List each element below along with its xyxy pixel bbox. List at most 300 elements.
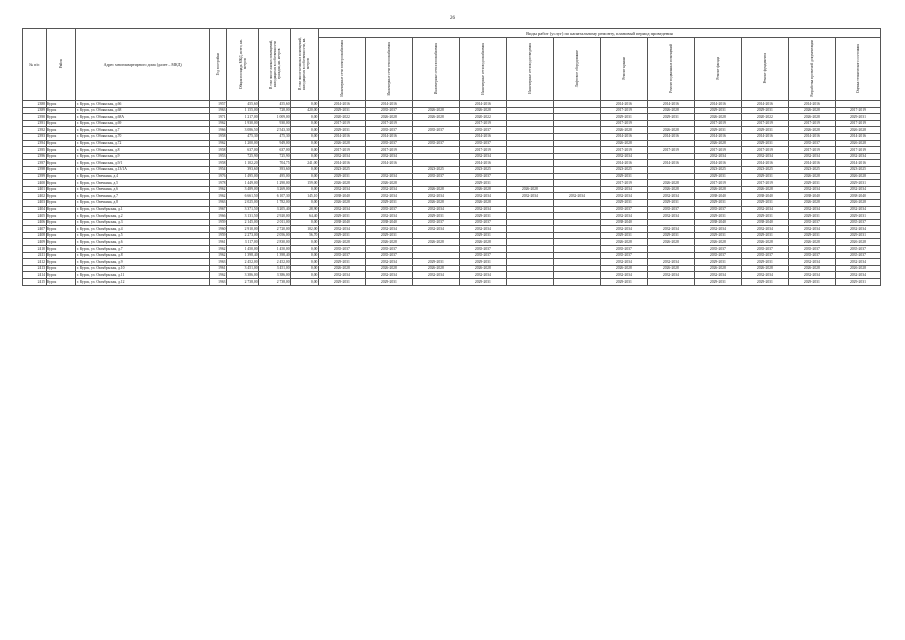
table-cell: 2029-2031	[694, 279, 741, 286]
table-cell: г. Курск, ул. Обоянская, д.68	[76, 107, 210, 114]
table-cell: 2020-2022	[318, 114, 365, 121]
table-cell: 2026-2028	[647, 180, 694, 187]
table-cell: 3 489,00	[227, 186, 259, 193]
table-cell: 2023-2025	[741, 166, 788, 173]
table-cell: 2017-2019	[694, 147, 741, 154]
table-cell	[506, 252, 553, 259]
table-cell: 2026-2028	[459, 239, 506, 246]
table-cell: 0,00	[291, 246, 319, 253]
table-cell: 2014-2016	[365, 133, 412, 140]
table-cell: 2032-2034	[318, 186, 365, 193]
table-cell: 2029-2031	[365, 232, 412, 239]
table-cell: 2032-2034	[694, 153, 741, 160]
table-cell: 2029-2031	[835, 213, 880, 220]
table-cell: 637,00	[259, 147, 291, 154]
table-cell: 2032-2034	[459, 272, 506, 279]
header-work-facade: Ремонт фасада	[694, 38, 741, 101]
table-cell: 2 056,00	[259, 232, 291, 239]
table-cell	[506, 180, 553, 187]
table-cell: 2026-2028	[600, 140, 647, 147]
table-cell: 2032-2034	[600, 193, 647, 200]
table-cell: 2029-2031	[835, 232, 880, 239]
table-cell: 2020-2022	[459, 114, 506, 121]
table-cell: 2038-2040	[318, 193, 365, 200]
table-cell: Курск	[46, 127, 76, 134]
table-cell: 2406	[23, 219, 47, 226]
table-cell: 64,40	[291, 213, 319, 220]
table-cell: 2029-2031	[459, 259, 506, 266]
table-cell: 2029-2031	[694, 199, 741, 206]
table-cell: 2017-2019	[459, 120, 506, 127]
table-cell: 1 009,00	[259, 114, 291, 121]
table-cell: г. Курск, ул. Октябрьская, д.5	[76, 232, 210, 239]
table-cell: 2412	[23, 259, 47, 266]
table-cell: 2391	[23, 120, 47, 127]
table-cell: Курск	[46, 252, 76, 259]
table-cell: 0,00	[291, 252, 319, 259]
table-cell: 2014-2016	[365, 160, 412, 167]
table-cell: 2017-2019	[600, 120, 647, 127]
table-cell: 2029-2031	[788, 213, 835, 220]
table-cell: 2029-2031	[459, 279, 506, 286]
table-cell: 0,00	[291, 186, 319, 193]
header-work-roof: Ремонт крыши	[600, 38, 647, 101]
table-cell: г. Курск, ул. Октябрьская, д.11	[76, 272, 210, 279]
table-cell: 2038-2040	[318, 219, 365, 226]
table-cell: 2032-2034	[741, 226, 788, 233]
table-cell	[835, 101, 880, 108]
table-cell: 2032-2034	[647, 259, 694, 266]
table-row	[23, 127, 881, 134]
table-cell: 1962	[209, 252, 226, 259]
table-cell: г. Курск, ул. Октябрьская, д.4	[76, 226, 210, 233]
table-cell	[553, 140, 600, 147]
table-cell	[647, 166, 694, 173]
table-cell: 2026-2028	[741, 239, 788, 246]
table-cell: 0,00	[291, 279, 319, 286]
table-cell: г. Курск, ул. Обоянская, д.70	[76, 133, 210, 140]
table-cell: 1 155,00	[227, 107, 259, 114]
table-row	[23, 272, 881, 279]
table-row	[23, 199, 881, 206]
table-cell	[553, 147, 600, 154]
table-cell: 2026-2028	[459, 107, 506, 114]
table-cell: 2029-2031	[318, 279, 365, 286]
table-cell: г. Курск, ул. Октябрьская, д.8	[76, 252, 210, 259]
table-cell: 2032-2034	[365, 213, 412, 220]
table-cell: 2035-2037	[694, 246, 741, 253]
table-cell: 2035-2037	[788, 140, 835, 147]
table-cell: 2026-2028	[694, 140, 741, 147]
table-cell: 2026-2028	[788, 239, 835, 246]
table-cell: 2035-2037	[788, 219, 835, 226]
table-cell: г. Курск, ул. Овечкина, д.8	[76, 199, 210, 206]
table-cell	[553, 246, 600, 253]
table-cell: 2032-2034	[318, 272, 365, 279]
table-cell: 2014-2016	[741, 101, 788, 108]
table-cell: 2400	[23, 180, 47, 187]
table-cell: 2032-2034	[553, 193, 600, 200]
table-cell: 2029-2031	[694, 259, 741, 266]
table-cell: г. Курск, ул. Обоянская, д.66	[76, 101, 210, 108]
table-row	[23, 153, 881, 160]
table-cell: 2032-2034	[412, 226, 459, 233]
table-cell: 2017-2019	[365, 120, 412, 127]
table-row	[23, 265, 881, 272]
table-cell: Курск	[46, 246, 76, 253]
table-cell: 2032-2034	[459, 206, 506, 213]
table-cell: г. Курск, ул. Октябрьская, д.9	[76, 259, 210, 266]
table-cell: 2035-2037	[835, 246, 880, 253]
table-cell	[506, 120, 553, 127]
table-cell: г. Курск, ул. Обоянская, д.9/1	[76, 160, 210, 167]
table-cell: 2032-2034	[365, 226, 412, 233]
table-cell: 2038-2040	[600, 219, 647, 226]
table-row	[23, 246, 881, 253]
table-cell: 2017-2019	[600, 107, 647, 114]
table-cell: 0,00	[291, 265, 319, 272]
header-work-water: Инженерные сети водоснабжения	[459, 38, 506, 101]
table-cell: 2389	[23, 107, 47, 114]
table-cell: 2029-2031	[694, 173, 741, 180]
table-cell	[553, 180, 600, 187]
table-cell: 1971	[209, 114, 226, 121]
table-cell: 2032-2034	[741, 206, 788, 213]
table-cell: 6 661,50	[227, 193, 259, 200]
header-work-elevator: Лифтовое оборудование	[553, 38, 600, 101]
table-cell: г. Курск, ул. Октябрьская, д.3	[76, 219, 210, 226]
table-cell: 2032-2034	[600, 259, 647, 266]
table-cell: 2026-2028	[647, 127, 694, 134]
table-cell: 2014-2016	[835, 133, 880, 140]
table-cell: 2029-2031	[788, 279, 835, 286]
table-cell: 6 107,30	[259, 193, 291, 200]
table-row	[23, 193, 881, 200]
table-cell: 2026-2028	[506, 186, 553, 193]
table-cell: 2026-2028	[647, 107, 694, 114]
table-cell: 2032-2034	[365, 272, 412, 279]
table-cell: 2014-2016	[647, 133, 694, 140]
table-cell: 0,00	[291, 153, 319, 160]
table-cell: 2394	[23, 140, 47, 147]
table-cell: 728,00	[259, 107, 291, 114]
table-row	[23, 279, 881, 286]
table-row	[23, 213, 881, 220]
table-cell: 2032-2034	[647, 193, 694, 200]
table-cell: 2023-2025	[600, 166, 647, 173]
table-cell: 2026-2028	[647, 265, 694, 272]
table-cell	[412, 153, 459, 160]
table-cell: 2038-2040	[835, 193, 880, 200]
table-cell: 1962	[209, 120, 226, 127]
table-cell: 2026-2028	[835, 239, 880, 246]
table-cell: Курск	[46, 206, 76, 213]
table-cell: 2035-2037	[318, 252, 365, 259]
table-cell	[412, 252, 459, 259]
table-cell: 2026-2028	[412, 239, 459, 246]
table-cell: 2 543,30	[259, 127, 291, 134]
table-cell: 2 738,00	[259, 279, 291, 286]
table-cell: 2410	[23, 246, 47, 253]
table-cell: 2401	[23, 186, 47, 193]
table-cell: 2035-2037	[694, 206, 741, 213]
table-cell: 2032-2034	[600, 213, 647, 220]
table-cell: 2026-2028	[835, 140, 880, 147]
header-other-area: В том числе нежилых помещений, находящихся в собственности, кв. метров	[291, 29, 319, 101]
table-cell	[506, 160, 553, 167]
table-cell: 2035-2037	[788, 246, 835, 253]
table-cell: 2026-2028	[412, 107, 459, 114]
table-cell: 2014-2016	[318, 133, 365, 140]
table-cell: 475,30	[259, 133, 291, 140]
table-cell	[412, 279, 459, 286]
table-cell: 2409	[23, 239, 47, 246]
table-cell: 2029-2031	[318, 127, 365, 134]
table-cell: 2032-2034	[835, 153, 880, 160]
table-cell: 2029-2031	[600, 232, 647, 239]
table-row	[23, 186, 881, 193]
table-cell: 3 451,00	[259, 265, 291, 272]
table-cell	[553, 219, 600, 226]
table-cell: 2014-2016	[741, 133, 788, 140]
table-row	[23, 259, 881, 266]
table-row	[23, 232, 881, 239]
table-cell	[647, 279, 694, 286]
table-cell	[506, 265, 553, 272]
table-cell: 2032-2034	[365, 193, 412, 200]
table-cell: 2038-2040	[694, 193, 741, 200]
table-cell: 1959	[209, 219, 226, 226]
table-cell	[553, 199, 600, 206]
table-cell: 2029-2031	[647, 232, 694, 239]
table-cell	[412, 246, 459, 253]
table-cell: 2032-2034	[788, 186, 835, 193]
table-cell: 2 720,00	[259, 226, 291, 233]
table-cell: 2026-2028	[741, 265, 788, 272]
table-cell: 2017-2019	[835, 147, 880, 154]
header-number: № п/п	[23, 29, 47, 101]
table-cell: 2026-2028	[365, 265, 412, 272]
table-cell: 2032-2034	[835, 272, 880, 279]
table-cell: 2413	[23, 265, 47, 272]
table-row	[23, 133, 881, 140]
header-works-group: Виды работ (услуг) по капитальному ремонту, плановый период проведения	[318, 29, 880, 38]
table-cell: 2032-2034	[788, 259, 835, 266]
table-cell	[553, 259, 600, 266]
table-cell: 2029-2031	[741, 173, 788, 180]
table-cell: 2038-2040	[365, 219, 412, 226]
table-cell: 2032-2034	[694, 272, 741, 279]
table-cell: Курск	[46, 140, 76, 147]
table-cell: 2014-2016	[835, 160, 880, 167]
table-cell: г. Курск, ул. Октябрьская, д.6	[76, 239, 210, 246]
table-cell: 1 398,40	[227, 252, 259, 259]
table-cell: 102,00	[291, 226, 319, 233]
table-cell: 2035-2037	[459, 140, 506, 147]
table-cell: 2026-2028	[318, 239, 365, 246]
table-cell: 1 217,00	[227, 114, 259, 121]
table-cell	[412, 232, 459, 239]
table-cell: 0,00	[291, 199, 319, 206]
table-cell: 1 398,40	[259, 252, 291, 259]
table-cell: г. Курск, ул. Октябрьская, д.10	[76, 265, 210, 272]
table-cell: 725,90	[227, 153, 259, 160]
table-cell: 2029-2031	[318, 213, 365, 220]
table-cell: 2035-2037	[741, 252, 788, 259]
table-cell: Курск	[46, 193, 76, 200]
table-cell: 2017-2019	[741, 120, 788, 127]
table-cell: 2026-2028	[365, 180, 412, 187]
table-cell	[506, 206, 553, 213]
table-cell: 28,90	[291, 206, 319, 213]
table-cell	[506, 272, 553, 279]
table-cell: 2 910,00	[227, 226, 259, 233]
table-cell: 2026-2028	[694, 186, 741, 193]
table-cell: 2032-2034	[459, 193, 506, 200]
table-cell: 1953	[209, 153, 226, 160]
table-cell: 2029-2031	[741, 107, 788, 114]
table-cell	[506, 101, 553, 108]
table-cell: 2014-2016	[459, 133, 506, 140]
table-cell: 2399	[23, 173, 47, 180]
table-cell: Курск	[46, 101, 76, 108]
table-cell: 2 452,00	[259, 259, 291, 266]
table-cell: 1 290,00	[259, 180, 291, 187]
table-cell: 2026-2028	[412, 186, 459, 193]
header-work-basement: Ремонт подвальных помещений	[647, 38, 694, 101]
table-cell: Курск	[46, 199, 76, 206]
table-cell	[553, 120, 600, 127]
table-cell: 1958	[209, 147, 226, 154]
table-cell: 2029-2031	[647, 114, 694, 121]
table-cell: 2026-2028	[694, 265, 741, 272]
table-cell: 475,30	[227, 133, 259, 140]
table-cell	[553, 127, 600, 134]
table-cell: 2023-2025	[788, 166, 835, 173]
table-cell: 2026-2028	[412, 199, 459, 206]
table-cell: 2026-2028	[788, 199, 835, 206]
table-cell: г. Курск, ул. Овечкина, д.4	[76, 173, 210, 180]
table-cell: 56,70	[291, 232, 319, 239]
table-cell: 2035-2037	[412, 140, 459, 147]
table-cell: Курск	[46, 213, 76, 220]
table-cell: 3 086,50	[227, 127, 259, 134]
table-cell: г. Курск, ул. Обоянская, д.7	[76, 127, 210, 134]
table-cell: 2035-2037	[365, 252, 412, 259]
table-cell: 2029-2031	[741, 213, 788, 220]
table-cell: 2 830,00	[259, 239, 291, 246]
table-cell: 1966	[209, 127, 226, 134]
table-cell: 2029-2031	[788, 180, 835, 187]
table-cell: 2026-2028	[835, 173, 880, 180]
table-cell: 2029-2031	[459, 213, 506, 220]
table-cell: 1 450,00	[227, 246, 259, 253]
table-cell: 2029-2031	[741, 279, 788, 286]
table-cell: 2038-2040	[741, 219, 788, 226]
table-cell	[506, 259, 553, 266]
table-cell: 2029-2031	[835, 279, 880, 286]
table-cell	[553, 272, 600, 279]
table-cell: 2411	[23, 252, 47, 259]
table-cell: 0,00	[291, 101, 319, 108]
table-cell: 2032-2034	[318, 206, 365, 213]
table-cell: 2026-2028	[835, 199, 880, 206]
table-cell: Курск	[46, 160, 76, 167]
table-cell: 2032-2034	[412, 272, 459, 279]
table-cell: 2032-2034	[788, 206, 835, 213]
table-row	[23, 219, 881, 226]
table-cell: 2017-2019	[647, 147, 694, 154]
table-row	[23, 239, 881, 246]
table-cell: 2029-2031	[412, 213, 459, 220]
table-cell	[553, 213, 600, 220]
table-cell: 0,00	[291, 114, 319, 121]
table-cell: 2029-2031	[365, 199, 412, 206]
table-cell: 2026-2028	[459, 186, 506, 193]
table-cell: г. Курск, ул. Обоянская, д.72	[76, 140, 210, 147]
capital-repair-table	[22, 28, 881, 286]
table-cell: 2402	[23, 193, 47, 200]
table-cell: 2026-2028	[600, 239, 647, 246]
table-cell: 0,00	[291, 147, 319, 154]
header-living-area: В том числе жилых помещений, находящихся в собственности граждан, кв. метров	[259, 29, 291, 101]
table-cell: 2029-2031	[600, 173, 647, 180]
table-cell: 2035-2037	[459, 219, 506, 226]
table-cell: 2035-2037	[459, 252, 506, 259]
table-cell: 2029-2031	[318, 173, 365, 180]
table-cell: 3 131,50	[227, 213, 259, 220]
table-cell: 2029-2031	[318, 259, 365, 266]
table-cell: 2397	[23, 160, 47, 167]
table-cell: 1963	[209, 259, 226, 266]
header-total-area: Общая площадь МКД, всего, кв. метров	[227, 29, 259, 101]
table-cell: 0,00	[291, 127, 319, 134]
table-cell: 2029-2031	[600, 279, 647, 286]
table-cell: 2029-2031	[459, 232, 506, 239]
table-row	[23, 120, 881, 127]
table-cell	[647, 120, 694, 127]
table-cell: 2035-2037	[318, 246, 365, 253]
table-cell: 2393	[23, 133, 47, 140]
table-cell: г. Курск, ул. Овечкина, д.5	[76, 180, 210, 187]
table-cell	[506, 140, 553, 147]
table-cell: 2032-2034	[647, 213, 694, 220]
table-cell: 2035-2037	[365, 107, 412, 114]
table-cell	[412, 101, 459, 108]
table-cell: 2035-2037	[365, 140, 412, 147]
table-cell: 1 450,00	[259, 246, 291, 253]
table-row	[23, 226, 881, 233]
table-cell: 2032-2034	[694, 226, 741, 233]
table-cell: 2023-2025	[835, 166, 880, 173]
table-cell: 1 495,00	[227, 173, 259, 180]
table-cell: 2026-2028	[365, 114, 412, 121]
table-cell: 2032-2034	[459, 153, 506, 160]
table-cell: Курск	[46, 133, 76, 140]
table-cell: Курск	[46, 272, 76, 279]
table-cell	[647, 219, 694, 226]
table-cell: 2032-2034	[365, 259, 412, 266]
table-cell: 2 025,00	[227, 199, 259, 206]
table-cell: 2403	[23, 199, 47, 206]
table-cell: 241,00	[291, 160, 319, 167]
table-cell	[365, 166, 412, 173]
table-cell: 2017-2019	[694, 180, 741, 187]
table-cell: 637,00	[227, 147, 259, 154]
table-cell: 2017-2019	[600, 180, 647, 187]
table-cell: 1 200,00	[227, 140, 259, 147]
table-row	[23, 114, 881, 121]
